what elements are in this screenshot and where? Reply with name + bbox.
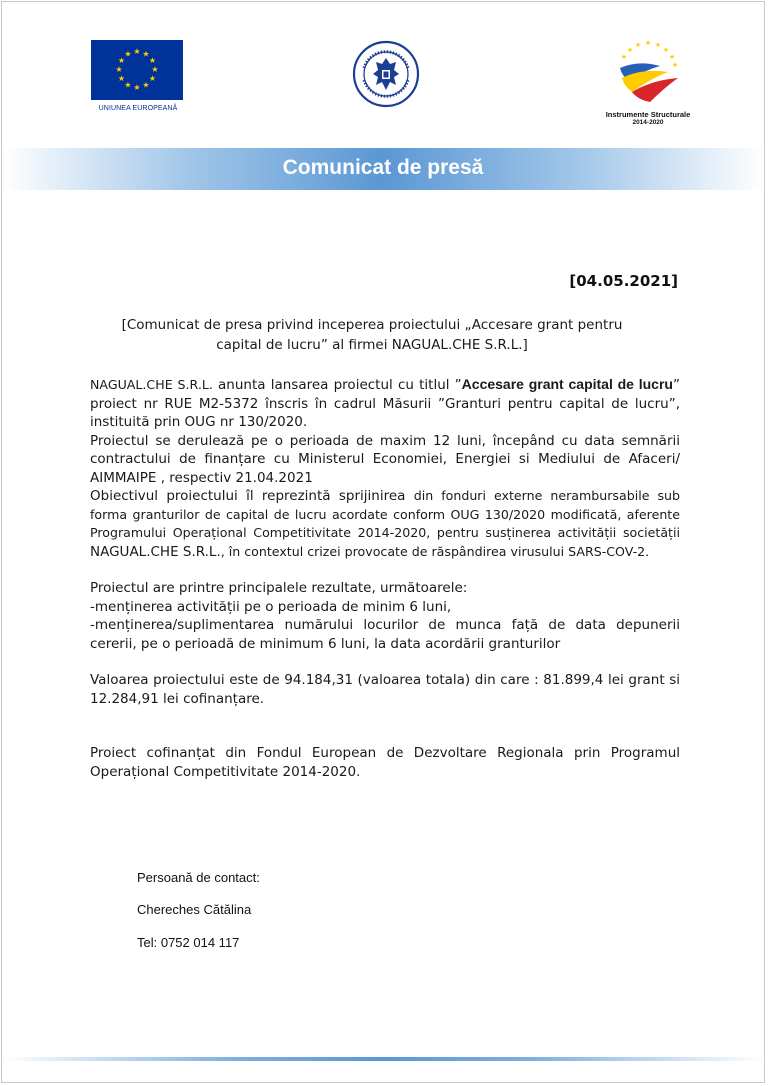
svg-text:★: ★ (671, 61, 679, 69)
announcement-text: anunta lansarea proiectul cu titlul ” (212, 377, 462, 393)
subject-line-2: capital de lucru” al firmei NAGUAL.CHE S.R.L.] (216, 337, 528, 353)
eu-logo (91, 40, 185, 116)
svg-text:★: ★ (148, 56, 157, 65)
eu-label: UNIUNEA EUROPEANĂ (98, 105, 178, 112)
svg-text:★: ★ (117, 74, 126, 83)
svg-text:★: ★ (148, 74, 157, 83)
svg-text:★: ★ (142, 80, 150, 90)
contact-phone: Tel: 0752 014 117 (137, 935, 240, 950)
svg-text:★: ★ (133, 83, 141, 92)
paragraph-announcement (90, 375, 680, 432)
contact-name: Chereches Cătălina (137, 902, 252, 917)
objective-context: , în contextul crizei provocate de răspândirea virusului SARS-COV-2. (220, 543, 650, 559)
result-item-2: -menținerea/suplimentarea numărului locurilor de munca față de data depunerii cererii, pe o perioadă de minimum 6 luni, la data acordării granturilor (90, 617, 680, 652)
government-seal-icon (352, 40, 420, 108)
objective-text: Obiectivul proiectului îl reprezintă sprijinirea (90, 488, 414, 504)
svg-text:★: ★ (634, 41, 642, 49)
svg-text:★: ★ (142, 49, 150, 59)
project-value: Valoarea proiectului este de 94.184,31 (valoarea totala) din care : 81.899,4 lei grant si 12.284,91 lei cofinanțare. (90, 672, 680, 707)
structural-instruments-icon (598, 36, 698, 108)
svg-text:★: ★ (626, 46, 634, 54)
project-title: Accesare grant capital de lucru (461, 376, 673, 392)
result-item-1: -menținerea activității pe o perioada de minim 6 luni, (90, 598, 452, 615)
page-title: Comunicat de presă (282, 156, 484, 179)
objective-details: din fonduri externe nerambursabile sub forma granturilor de capital de lucru acordate conform OUG 130/2020 modificată, aferente Programului Operațional Competitivitate 2014-2020, pentru susținerea activității societății (90, 488, 680, 540)
contact-label: Persoană de contact: (137, 870, 260, 885)
title-banner (2, 148, 764, 190)
structural-instruments-years: 2014-2020 (632, 119, 664, 126)
svg-text:★: ★ (620, 53, 628, 61)
svg-text:★: ★ (662, 46, 670, 54)
footer-divider (2, 1057, 764, 1061)
eu-flag-icon (91, 40, 183, 100)
paragraph-duration: Proiectul se derulează pe o perioada de maxim 12 luni, începând cu data semnării contractului de finanțare cu Ministerul Economiei, Energiei si Mediului de Afaceri/ AIMMAIPE , respectiv 21.04.2021 (90, 432, 680, 486)
company-name: NAGUAL.CHE S.R.L. (90, 377, 213, 392)
press-release-body (90, 375, 680, 781)
svg-text:★: ★ (124, 80, 132, 90)
press-release-subject (92, 315, 652, 355)
results-intro: Proiectul are printre principalele rezultate, următoarele: (90, 580, 468, 596)
structural-instruments-label: Instrumente Structurale (605, 110, 691, 119)
cofinancing-note: Proiect cofinanțat din Fondul European de Dezvoltare Regionala prin Programul Operațional Competitivitate 2014-2020. (90, 745, 680, 780)
paragraph-objective (90, 487, 680, 561)
svg-text:★: ★ (124, 49, 132, 59)
svg-text:★: ★ (654, 41, 662, 49)
svg-text:★: ★ (133, 47, 141, 56)
structural-instruments-logo (598, 36, 698, 128)
svg-text:★: ★ (151, 65, 159, 74)
government-logo (352, 40, 420, 108)
svg-text:★: ★ (668, 53, 676, 61)
svg-text:★: ★ (115, 65, 123, 74)
announcement-text-2: ” proiect nr RUE M2-5372 înscris în cadrul Măsurii ”Granturi pentru capital de lucru”, instituită prin OUG nr 130/2020. (90, 377, 680, 430)
subject-line-1: [Comunicat de presa privind inceperea proiectului „Accesare grant pentru (121, 317, 623, 333)
company-name-2: NAGUAL.CHE S.R.L. (90, 543, 221, 560)
svg-text:★: ★ (644, 39, 652, 47)
svg-text:★: ★ (117, 56, 126, 65)
press-release-date: [04.05.2021] (569, 272, 678, 290)
